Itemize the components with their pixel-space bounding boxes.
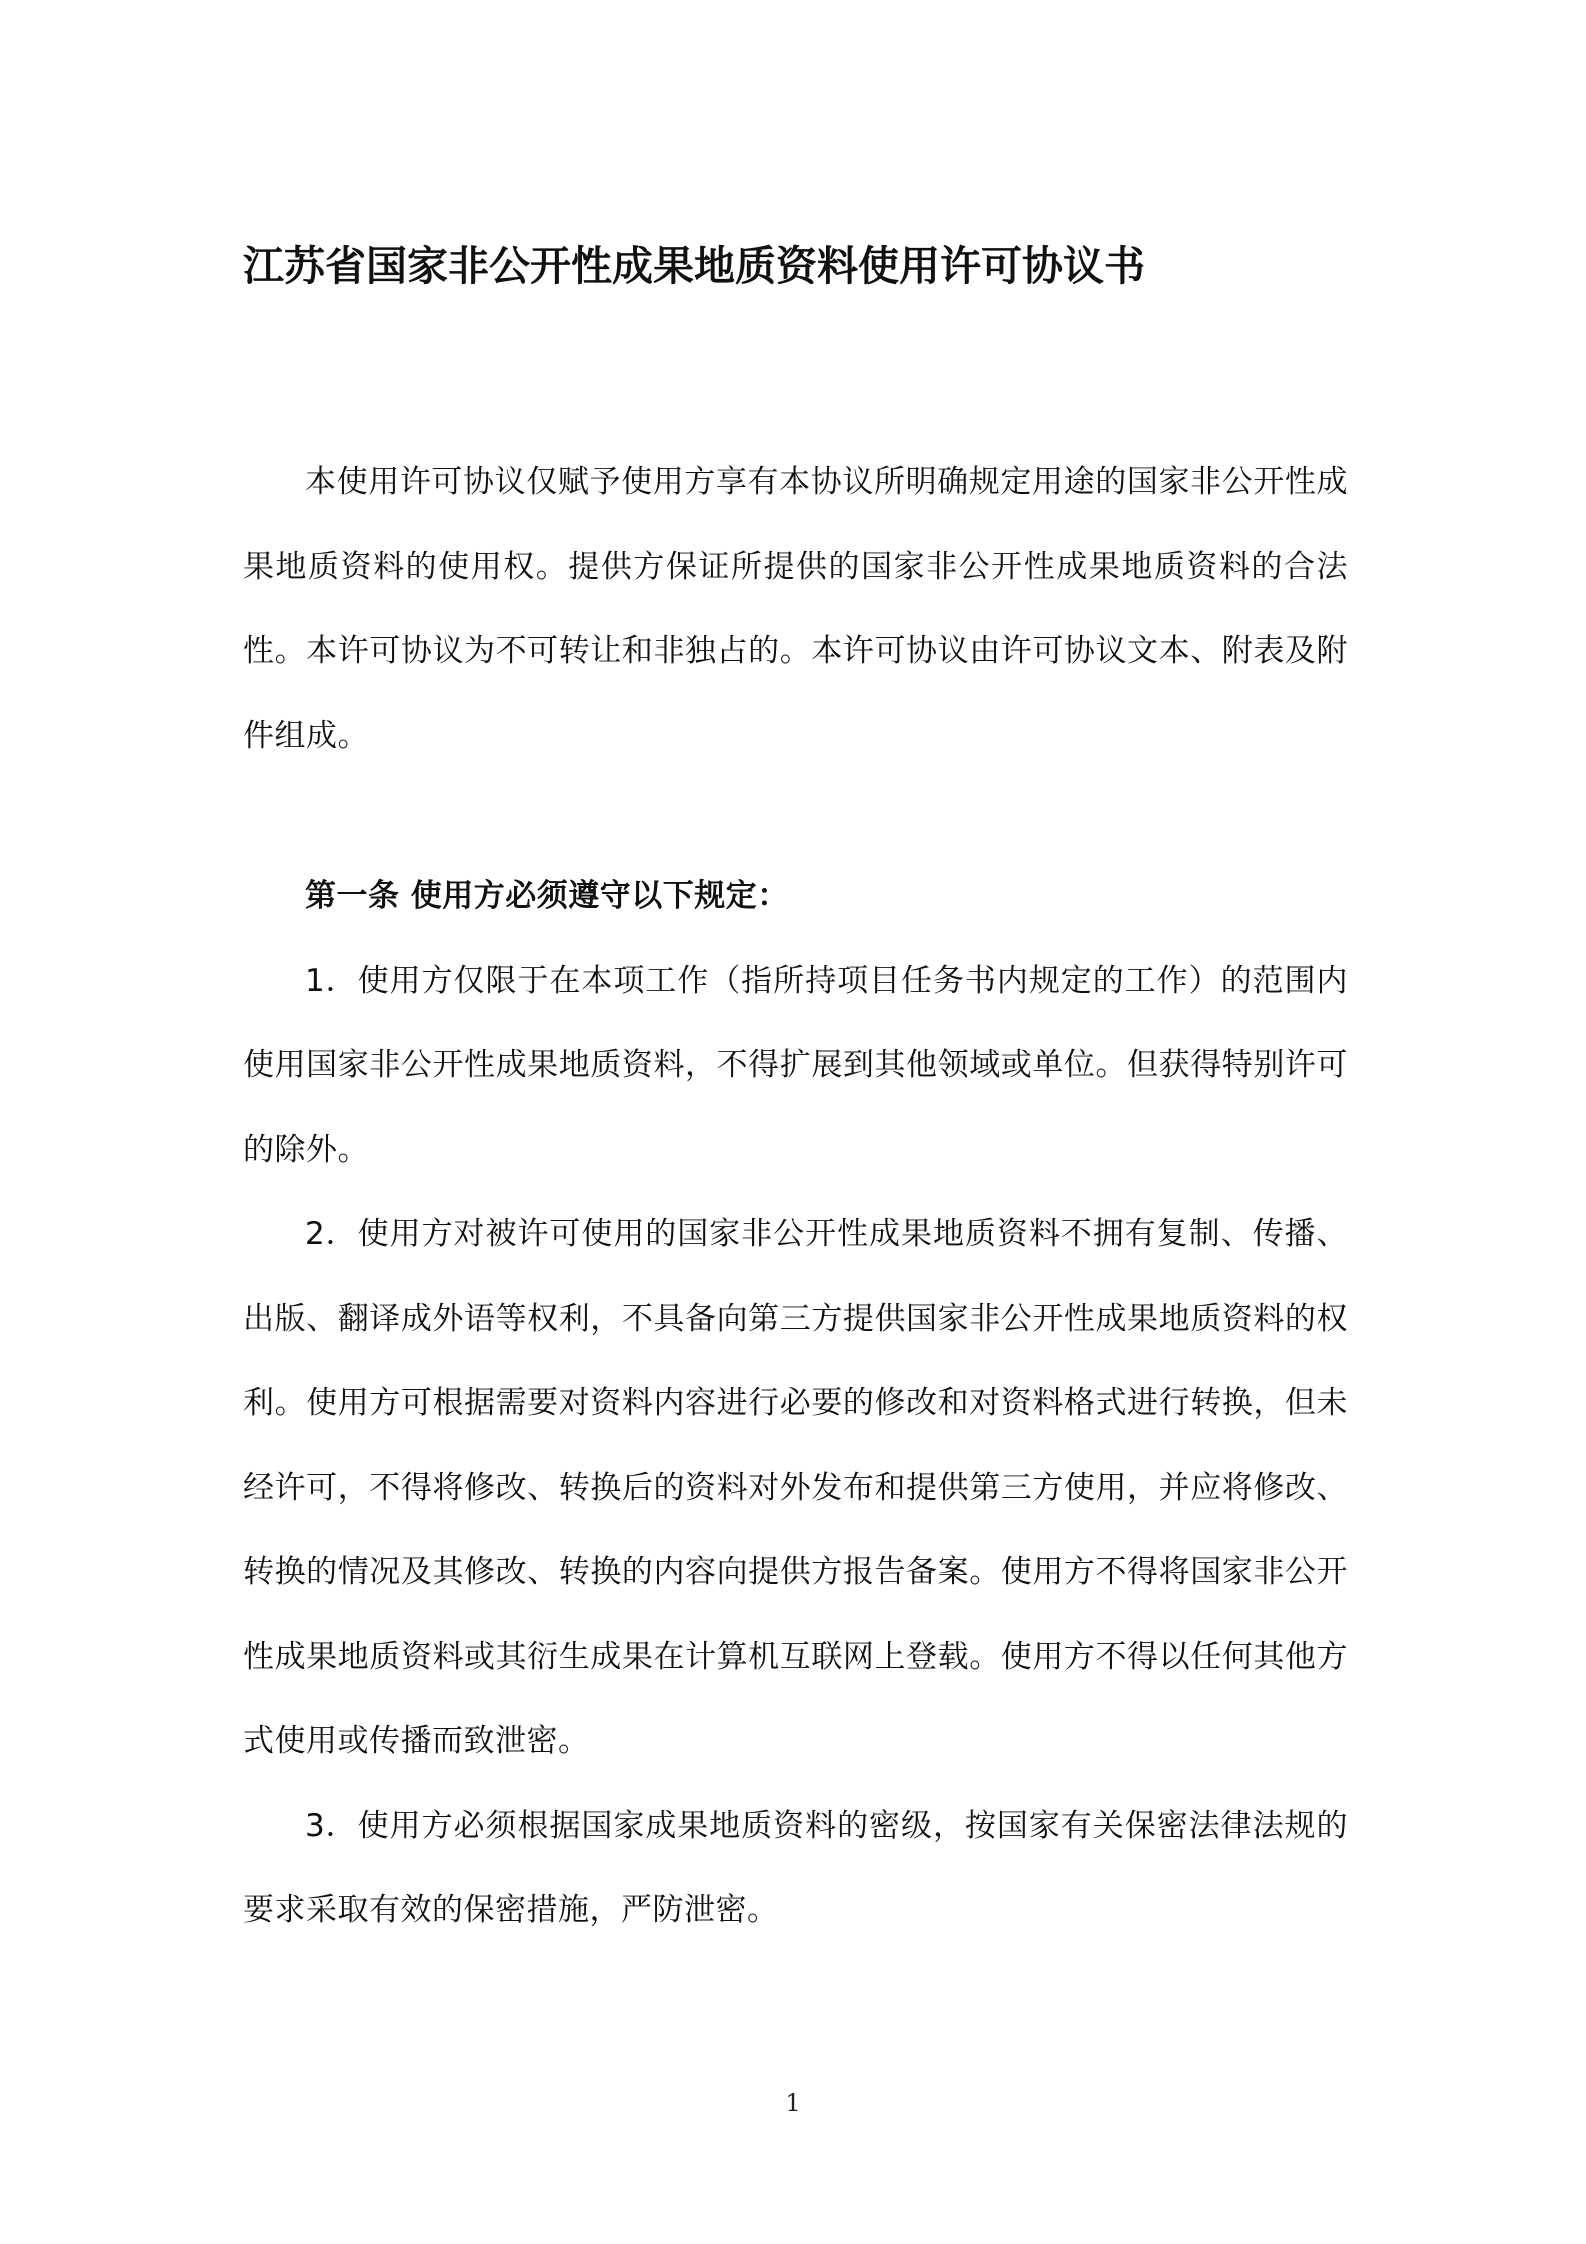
article-1-item-3: 3．使用方必须根据国家成果地质资料的密级，按国家有关保密法律法规的要求采取有效的保密措施，严防泄密。 bbox=[243, 1807, 1348, 1928]
document-body bbox=[243, 440, 1348, 1953]
page-number: 1 bbox=[785, 2089, 801, 2117]
article-1-heading: 第一条 使用方必须遵守以下规定： bbox=[305, 878, 789, 914]
intro-paragraph: 本使用许可协议仅赋予使用方享有本协议所明确规定用途的国家非公开性成果地质资料的使用权。提供方保证所提供的国家非公开性成果地质资料的合法性。本许可协议为不可转让和非独占的。本许可协议由许可协议文本、附表及附件组成。 bbox=[243, 464, 1348, 754]
article-1-item-1: 1．使用方仅限于在本项工作（指所持项目任务书内规定的工作）的范围内使用国家非公开性成果地质资料，不得扩展到其他领域或单位。但获得特别许可的除外。 bbox=[243, 962, 1348, 1168]
article-1-item-2: 2．使用方对被许可使用的国家非公开性成果地质资料不拥有复制、传播、出版、翻译成外语等权利，不具备向第三方提供国家非公开性成果地质资料的权利。使用方可根据需要对资料内容进行必要的修改和对资料格式进行转换，但未经许可，不得将修改、转换后的资料对外发布和提供第三方使用，并应将修改、转换的情况及其修改、转换的内容向提供方报告备案。使用方不得将国家非公开性成果地质资料或其衍生成果在计算机互联网上登载。使用方不得以任何其他方式使用或传播而致泄密。 bbox=[243, 1216, 1348, 1759]
document-title: 江苏省国家非公开性成果地质资料使用许可协议书 bbox=[243, 242, 1145, 290]
